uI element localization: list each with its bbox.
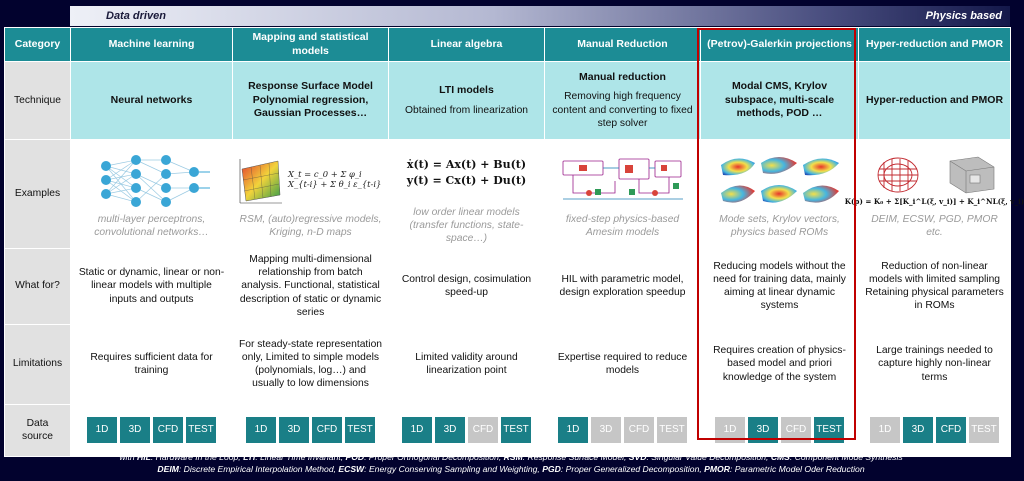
footnote-text: : Component Mode Synthesis — [789, 452, 903, 462]
row-label-what-for: What for? — [5, 248, 71, 324]
data-source-tag-test: TEST — [657, 417, 687, 443]
data-source-tag-test: TEST — [345, 417, 375, 443]
example-caption: fixed-step physics-based Amesim models — [565, 213, 680, 238]
technique-row — [5, 62, 1011, 140]
amesim-sketch-illustration — [550, 149, 695, 211]
data-source-tag-3d: 3D — [279, 417, 309, 443]
technique-main: Modal CMS, Krylov subspace, multi-scale methods, POD … — [724, 80, 835, 120]
what-for-cell: Static or dynamic, linear or non-linear models with multiple inputs and outputs — [71, 248, 233, 324]
data-source-tag-test: TEST — [186, 417, 216, 443]
data-source-tag-cfd: CFD — [781, 417, 811, 443]
footnote-text: : Proper Generalized Decomposition, — [560, 463, 705, 474]
data-source-tag-1d: 1D — [402, 417, 432, 443]
data-source-tag-cfd: CFD — [624, 417, 654, 443]
limitations-cell: Requires creation of physics-based model and priori knowledge of the system — [701, 324, 859, 404]
data-source-tags — [238, 417, 383, 443]
limitations-row — [5, 324, 1011, 404]
category-machine-learning: Machine learning — [71, 28, 233, 62]
data-source-cell — [389, 404, 545, 456]
limitations-cell: Requires sufficient data for training — [71, 324, 233, 404]
technique-main: LTI models — [439, 84, 494, 97]
abbreviations-footnote — [0, 452, 1022, 475]
data-source-tag-3d: 3D — [903, 417, 933, 443]
technique-main: Response Surface Model Polynomial regression, Gaussian Processes… — [248, 80, 373, 120]
data-source-tag-3d: 3D — [435, 417, 465, 443]
footnote-abbreviation: POD — [345, 452, 365, 462]
technique-main: Hyper-reduction and PMOR — [865, 93, 1004, 106]
data-source-cell — [545, 404, 701, 456]
row-label-data-source: Data source — [5, 404, 71, 456]
footnote-text: : Discrete Empirical Interpolation Method, — [178, 463, 339, 474]
data-source-tag-cfd: CFD — [153, 417, 183, 443]
hyper-equation: K(p) = K₀ + Σ[K_i^L(ξ, v_i)] + K_i^NL(ξ, v_i) — [844, 196, 1024, 206]
row-label-limitations: Limitations — [5, 324, 71, 404]
footnote-text: : Parametric Model Oder Reduction — [729, 463, 865, 474]
footnote-text: : Linear Time Invariant, — [255, 452, 346, 462]
neural-network-illustration — [76, 149, 227, 211]
row-label-category: Category — [5, 28, 71, 62]
data-source-tags — [394, 417, 539, 443]
data-source-tags — [706, 417, 853, 443]
data-source-tags — [550, 417, 695, 443]
example-cell — [389, 140, 545, 249]
data-source-cell — [701, 404, 859, 456]
what-for-cell: Reducing models without the need for training data, mainly aiming at linear dynamic systems — [701, 248, 859, 324]
footnote-text: with — [119, 452, 138, 462]
technique-cell — [233, 62, 389, 140]
footnote-text: : Hardware In the Loop, — [150, 452, 244, 462]
technique-cell — [859, 62, 1011, 140]
data-source-cell — [233, 404, 389, 456]
category-galerkin: (Petrov)-Galerkin projections — [701, 28, 859, 62]
data-to-physics-banner — [70, 6, 1010, 26]
technique-cell — [545, 62, 701, 140]
category-mapping-statistical: Mapping and statistical models — [233, 28, 389, 62]
response-surface-illustration — [238, 149, 383, 211]
data-source-tag-test: TEST — [501, 417, 531, 443]
rsm-equation: X_t = c_0 + Σ φ_i X_{t-i} + Σ θ_i ε_{t-i} — [288, 169, 382, 189]
technique-sub: Obtained from linearization — [404, 104, 529, 116]
footnote-text: : Response Surface Model, — [522, 452, 629, 462]
example-caption: multi-layer perceptrons, convolutional networks… — [94, 213, 209, 238]
data-source-tag-test: TEST — [969, 417, 999, 443]
data-source-tag-3d: 3D — [748, 417, 778, 443]
data-source-tag-1d: 1D — [715, 417, 745, 443]
data-source-tags — [76, 417, 227, 443]
what-for-cell: Mapping multi-dimensional relationship from batch analysis. Functional, statistical description of static or dynamic series — [233, 248, 389, 324]
technique-cell — [389, 62, 545, 140]
example-caption: Mode sets, Krylov vectors, physics based ROMs — [719, 213, 840, 238]
data-source-tag-cfd: CFD — [468, 417, 498, 443]
state-space-equations — [394, 142, 539, 204]
data-source-tags — [864, 417, 1005, 443]
footnote-abbreviation: PGD — [542, 463, 561, 474]
data-source-tag-cfd: CFD — [936, 417, 966, 443]
example-caption: DEIM, ECSW, PGD, PMOR etc. — [871, 213, 998, 238]
example-cell — [701, 140, 859, 249]
limitations-cell: Limited validity around linearization point — [389, 324, 545, 404]
limitations-cell: For steady-state representation only, Limited to simple models (polynomials, log…) and usually to low dimensions — [233, 324, 389, 404]
data-source-tag-cfd: CFD — [312, 417, 342, 443]
limitations-cell: Expertise required to reduce models — [545, 324, 701, 404]
footnote-abbreviation: DEIM — [157, 463, 179, 474]
examples-row — [5, 140, 1011, 249]
example-cell — [844, 140, 1024, 249]
row-label-examples: Examples — [5, 140, 71, 249]
category-row — [5, 28, 1011, 62]
footnote-abbreviation: RSM — [503, 452, 523, 462]
technique-sub: Removing high frequency content and converting to fixed step solver — [552, 91, 693, 129]
footnote-text: : Singular Value Decomposition, — [646, 452, 771, 462]
example-cell — [71, 140, 233, 249]
rom-comparison-table — [4, 27, 1024, 457]
data-source-tag-3d: 3D — [591, 417, 621, 443]
hyper-reduction-illustration — [844, 149, 1024, 211]
footnote-abbreviation: CMS — [770, 452, 790, 462]
output-equation: y(t) = Cx(t) + Du(t) — [406, 174, 527, 187]
technique-cell — [71, 62, 233, 140]
data-source-tag-1d: 1D — [558, 417, 588, 443]
technique-cell — [701, 62, 859, 140]
data-source-tag-3d: 3D — [120, 417, 150, 443]
footnote-abbreviation: PMOR — [704, 463, 730, 474]
what-for-cell: HIL with parametric model, design exploration speedup — [545, 248, 701, 324]
footnote-line-2 — [0, 464, 1022, 476]
mode-shapes-illustration — [706, 149, 853, 211]
data-source-tag-1d: 1D — [87, 417, 117, 443]
technique-main: Neural networks — [110, 93, 193, 106]
what-for-cell: Reduction of non-linear models with limited sampling Retaining physical parameters in ROMs — [859, 248, 1011, 324]
footnote-abbreviation: HIL — [137, 452, 151, 462]
footnote-text: : Proper Orthogonal Decomposition, — [364, 452, 504, 462]
data-source-tag-test: TEST — [814, 417, 844, 443]
what-for-row — [5, 248, 1011, 324]
example-cell — [545, 140, 701, 249]
example-cell — [233, 140, 389, 249]
data-source-tag-1d: 1D — [246, 417, 276, 443]
state-equation: ẋ(t) = Ax(t) + Bu(t) — [406, 157, 527, 171]
banner-data-driven: Data driven — [106, 10, 166, 22]
example-caption: RSM, (auto)regressive models, Kriging, n-D maps — [239, 213, 382, 238]
limitations-cell: Large trainings needed to capture highly non-linear terms — [859, 324, 1011, 404]
example-caption: low order linear models (transfer functions, state-space…) — [409, 207, 524, 245]
what-for-cell: Control design, cosimulation speed-up — [389, 248, 545, 324]
footnote-abbreviation: LTI — [243, 452, 256, 462]
footnote-line-1 — [0, 452, 1022, 464]
row-label-technique: Technique — [5, 62, 71, 140]
data-source-tag-1d: 1D — [870, 417, 900, 443]
category-hyper-reduction: Hyper-reduction and PMOR — [859, 28, 1011, 62]
category-manual-reduction: Manual Reduction — [545, 28, 701, 62]
data-source-row — [5, 404, 1011, 456]
data-source-cell — [859, 404, 1011, 456]
footnote-abbreviation: SVD — [628, 452, 647, 462]
category-linear-algebra: Linear algebra — [389, 28, 545, 62]
footnote-text: : Energy Conserving Sampling and Weighting, — [364, 463, 543, 474]
data-source-cell — [71, 404, 233, 456]
banner-physics-based: Physics based — [925, 10, 1002, 22]
technique-main: Manual reduction — [579, 71, 666, 84]
footnote-abbreviation: ECSW — [338, 463, 365, 474]
